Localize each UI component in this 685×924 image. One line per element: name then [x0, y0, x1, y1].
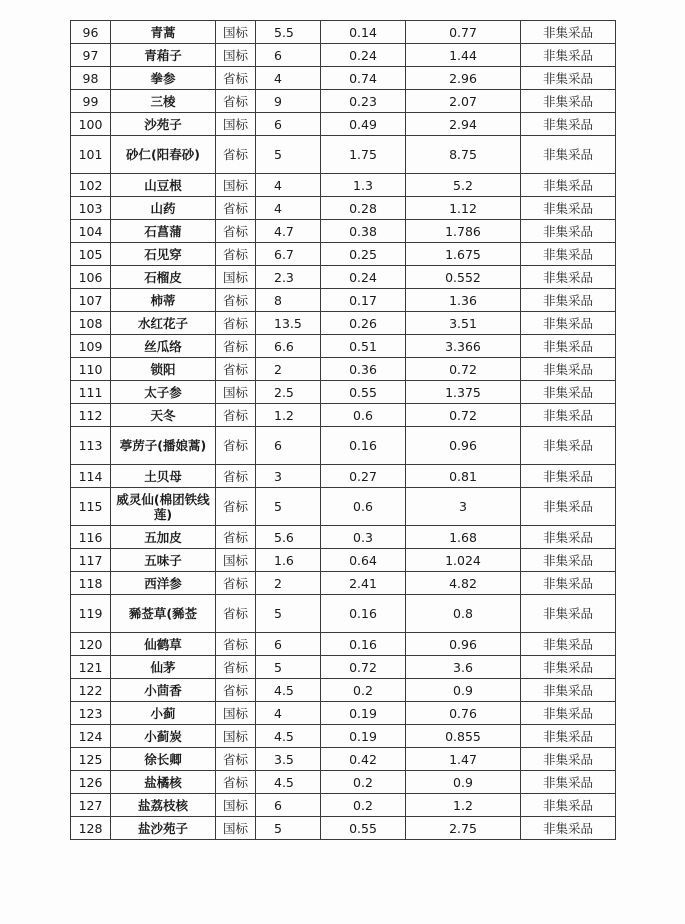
amount-cell: 0.81 — [406, 465, 521, 488]
row-number-cell: 109 — [71, 335, 111, 358]
amount-cell: 0.96 — [406, 633, 521, 656]
herb-name-cell — [111, 679, 216, 702]
unit-price-cell: 0.2 — [321, 771, 406, 794]
herb-name-text: 土贝母 — [144, 468, 182, 484]
quantity-value-cell: 2 — [256, 358, 321, 381]
row-number-cell: 104 — [71, 220, 111, 243]
herb-name-text: 山豆根 — [144, 177, 182, 193]
procurement-type-cell: 非集采品 — [521, 312, 616, 335]
herb-name-cell — [111, 289, 216, 312]
herb-name-cell — [111, 335, 216, 358]
row-number-cell: 126 — [71, 771, 111, 794]
procurement-type-cell: 非集采品 — [521, 67, 616, 90]
table-row — [71, 725, 616, 748]
standard-type-cell: 国标 — [216, 817, 256, 840]
standard-type-cell: 省标 — [216, 220, 256, 243]
herb-name-text: 青蒿 — [150, 24, 176, 40]
amount-cell: 0.855 — [406, 725, 521, 748]
herb-name-cell — [111, 312, 216, 335]
amount-cell: 3.51 — [406, 312, 521, 335]
unit-price-cell: 0.55 — [321, 381, 406, 404]
standard-type-cell: 国标 — [216, 21, 256, 44]
row-number-cell: 97 — [71, 44, 111, 67]
unit-price-cell: 0.64 — [321, 549, 406, 572]
procurement-type-cell: 非集采品 — [521, 427, 616, 465]
herb-name-text: 三棱 — [150, 93, 176, 109]
unit-price-cell: 0.3 — [321, 526, 406, 549]
standard-type-cell: 国标 — [216, 702, 256, 725]
herb-name-text: 盐沙苑子 — [137, 820, 188, 836]
amount-cell: 3.6 — [406, 656, 521, 679]
quantity-value-cell: 1.6 — [256, 549, 321, 572]
table-row — [71, 358, 616, 381]
row-number-cell: 112 — [71, 404, 111, 427]
procurement-type-cell: 非集采品 — [521, 748, 616, 771]
unit-price-cell: 0.14 — [321, 21, 406, 44]
row-number-cell: 100 — [71, 113, 111, 136]
amount-cell: 8.75 — [406, 136, 521, 174]
herb-name-text: 石菖蒲 — [144, 223, 182, 239]
herb-name-text: 锁阳 — [150, 361, 176, 377]
herb-name-text: 五味子 — [144, 552, 182, 568]
quantity-value-cell: 4.5 — [256, 725, 321, 748]
table-row — [71, 427, 616, 465]
table-row — [71, 748, 616, 771]
row-number-cell: 113 — [71, 427, 111, 465]
herb-name-text: 太子参 — [144, 384, 182, 400]
herb-name-cell — [111, 220, 216, 243]
herb-name-cell — [111, 243, 216, 266]
row-number-cell: 105 — [71, 243, 111, 266]
amount-cell: 3.366 — [406, 335, 521, 358]
quantity-value-cell: 5 — [256, 595, 321, 633]
standard-type-cell: 省标 — [216, 404, 256, 427]
unit-price-cell: 0.74 — [321, 67, 406, 90]
herb-name-text: 小蓟炭 — [144, 728, 182, 744]
procurement-type-cell: 非集采品 — [521, 358, 616, 381]
herb-name-cell — [111, 67, 216, 90]
procurement-type-cell: 非集采品 — [521, 817, 616, 840]
quantity-value-cell: 4 — [256, 174, 321, 197]
standard-type-cell: 省标 — [216, 679, 256, 702]
quantity-value-cell: 3.5 — [256, 748, 321, 771]
quantity-value-cell: 6 — [256, 427, 321, 465]
quantity-value-cell: 4 — [256, 67, 321, 90]
row-number-cell: 99 — [71, 90, 111, 113]
quantity-value-cell: 1.2 — [256, 404, 321, 427]
table-row — [71, 113, 616, 136]
herb-name-cell — [111, 21, 216, 44]
amount-cell: 1.47 — [406, 748, 521, 771]
row-number-cell: 128 — [71, 817, 111, 840]
quantity-value-cell: 5 — [256, 817, 321, 840]
standard-type-cell: 省标 — [216, 771, 256, 794]
row-number-cell: 108 — [71, 312, 111, 335]
table-row — [71, 174, 616, 197]
standard-type-cell: 省标 — [216, 67, 256, 90]
row-number-cell: 106 — [71, 266, 111, 289]
amount-cell: 1.44 — [406, 44, 521, 67]
procurement-type-cell: 非集采品 — [521, 90, 616, 113]
unit-price-cell: 0.26 — [321, 312, 406, 335]
herb-name-text: 西洋参 — [144, 575, 182, 591]
row-number-cell: 111 — [71, 381, 111, 404]
standard-type-cell: 省标 — [216, 358, 256, 381]
table-row — [71, 526, 616, 549]
unit-price-cell: 0.2 — [321, 679, 406, 702]
unit-price-cell: 0.55 — [321, 817, 406, 840]
herb-name-text: 青葙子 — [144, 47, 182, 63]
standard-type-cell: 国标 — [216, 381, 256, 404]
procurement-type-cell: 非集采品 — [521, 220, 616, 243]
herb-name-text: 山药 — [150, 200, 176, 216]
herb-name-text: 石榴皮 — [144, 269, 182, 285]
table-row — [71, 794, 616, 817]
herb-name-text: 五加皮 — [144, 529, 182, 545]
herb-name-text: 沙苑子 — [144, 116, 182, 132]
quantity-value-cell: 4 — [256, 702, 321, 725]
herb-price-table — [70, 20, 616, 840]
herb-name-cell — [111, 381, 216, 404]
row-number-cell: 122 — [71, 679, 111, 702]
amount-cell: 2.94 — [406, 113, 521, 136]
herb-name-text: 砂仁(阳春砂) — [126, 147, 200, 162]
standard-type-cell: 省标 — [216, 748, 256, 771]
row-number-cell: 125 — [71, 748, 111, 771]
unit-price-cell: 0.6 — [321, 488, 406, 526]
unit-price-cell: 0.24 — [321, 266, 406, 289]
table-row — [71, 197, 616, 220]
unit-price-cell: 0.27 — [321, 465, 406, 488]
quantity-value-cell: 6 — [256, 794, 321, 817]
unit-price-cell: 0.16 — [321, 633, 406, 656]
quantity-value-cell: 4.5 — [256, 679, 321, 702]
standard-type-cell: 省标 — [216, 312, 256, 335]
standard-type-cell: 国标 — [216, 44, 256, 67]
procurement-type-cell: 非集采品 — [521, 725, 616, 748]
row-number-cell: 114 — [71, 465, 111, 488]
unit-price-cell: 0.6 — [321, 404, 406, 427]
herb-name-cell — [111, 702, 216, 725]
unit-price-cell: 0.24 — [321, 44, 406, 67]
table-row — [71, 220, 616, 243]
herb-name-cell — [111, 526, 216, 549]
table-row — [71, 381, 616, 404]
herb-name-cell — [111, 197, 216, 220]
table-row — [71, 136, 616, 174]
quantity-value-cell: 5 — [256, 656, 321, 679]
amount-cell: 2.75 — [406, 817, 521, 840]
quantity-value-cell: 5.6 — [256, 526, 321, 549]
table-row — [71, 335, 616, 358]
amount-cell: 1.024 — [406, 549, 521, 572]
table-row — [71, 679, 616, 702]
herb-name-cell — [111, 136, 216, 174]
amount-cell: 0.8 — [406, 595, 521, 633]
quantity-value-cell: 6.7 — [256, 243, 321, 266]
amount-cell: 3 — [406, 488, 521, 526]
quantity-value-cell: 6 — [256, 113, 321, 136]
procurement-type-cell: 非集采品 — [521, 113, 616, 136]
standard-type-cell: 省标 — [216, 136, 256, 174]
standard-type-cell: 国标 — [216, 113, 256, 136]
row-number-cell: 127 — [71, 794, 111, 817]
herb-name-text: 徐长卿 — [144, 751, 182, 767]
unit-price-cell: 0.49 — [321, 113, 406, 136]
unit-price-cell: 1.75 — [321, 136, 406, 174]
quantity-value-cell: 3 — [256, 465, 321, 488]
table-row — [71, 572, 616, 595]
table-row — [71, 702, 616, 725]
herb-name-text: 豨莶草(豨莶 — [128, 606, 198, 621]
herb-name-text: 盐荔枝核 — [137, 797, 188, 813]
quantity-value-cell: 2.3 — [256, 266, 321, 289]
procurement-type-cell: 非集采品 — [521, 679, 616, 702]
table-row — [71, 549, 616, 572]
row-number-cell: 119 — [71, 595, 111, 633]
herb-name-cell — [111, 549, 216, 572]
standard-type-cell: 省标 — [216, 526, 256, 549]
row-number-cell: 116 — [71, 526, 111, 549]
row-number-cell: 98 — [71, 67, 111, 90]
standard-type-cell: 国标 — [216, 549, 256, 572]
herb-name-cell — [111, 90, 216, 113]
herb-name-text: 天冬 — [150, 407, 176, 423]
amount-cell: 1.68 — [406, 526, 521, 549]
table-body — [71, 21, 616, 840]
unit-price-cell: 0.19 — [321, 702, 406, 725]
table-row — [71, 21, 616, 44]
row-number-cell: 118 — [71, 572, 111, 595]
table-row — [71, 633, 616, 656]
standard-type-cell: 省标 — [216, 90, 256, 113]
herb-name-text: 石见穿 — [144, 246, 182, 262]
amount-cell: 0.9 — [406, 771, 521, 794]
row-number-cell: 107 — [71, 289, 111, 312]
row-number-cell: 102 — [71, 174, 111, 197]
procurement-type-cell: 非集采品 — [521, 335, 616, 358]
unit-price-cell: 1.3 — [321, 174, 406, 197]
unit-price-cell: 0.72 — [321, 656, 406, 679]
row-number-cell: 101 — [71, 136, 111, 174]
procurement-type-cell: 非集采品 — [521, 794, 616, 817]
quantity-value-cell: 5 — [256, 136, 321, 174]
standard-type-cell: 省标 — [216, 488, 256, 526]
quantity-value-cell: 9 — [256, 90, 321, 113]
table-row — [71, 243, 616, 266]
quantity-value-cell: 2 — [256, 572, 321, 595]
amount-cell: 5.2 — [406, 174, 521, 197]
standard-type-cell: 省标 — [216, 243, 256, 266]
amount-cell: 0.96 — [406, 427, 521, 465]
table-row — [71, 67, 616, 90]
amount-cell: 1.12 — [406, 197, 521, 220]
unit-price-cell: 0.38 — [321, 220, 406, 243]
procurement-type-cell: 非集采品 — [521, 656, 616, 679]
amount-cell: 1.786 — [406, 220, 521, 243]
quantity-value-cell: 13.5 — [256, 312, 321, 335]
row-number-cell: 121 — [71, 656, 111, 679]
procurement-type-cell: 非集采品 — [521, 266, 616, 289]
herb-name-cell — [111, 113, 216, 136]
herb-name-text: 小茴香 — [144, 682, 182, 698]
herb-name-text: 水红花子 — [137, 315, 188, 331]
procurement-type-cell: 非集采品 — [521, 243, 616, 266]
standard-type-cell: 国标 — [216, 174, 256, 197]
herb-name-cell — [111, 794, 216, 817]
table-row — [71, 817, 616, 840]
standard-type-cell: 省标 — [216, 335, 256, 358]
procurement-type-cell: 非集采品 — [521, 136, 616, 174]
amount-cell: 0.76 — [406, 702, 521, 725]
unit-price-cell: 0.51 — [321, 335, 406, 358]
procurement-type-cell: 非集采品 — [521, 381, 616, 404]
unit-price-cell: 0.36 — [321, 358, 406, 381]
herb-name-cell — [111, 771, 216, 794]
amount-cell: 1.375 — [406, 381, 521, 404]
amount-cell: 1.2 — [406, 794, 521, 817]
amount-cell: 1.675 — [406, 243, 521, 266]
quantity-value-cell: 6 — [256, 633, 321, 656]
procurement-type-cell: 非集采品 — [521, 488, 616, 526]
standard-type-cell: 省标 — [216, 289, 256, 312]
table-row — [71, 312, 616, 335]
procurement-type-cell: 非集采品 — [521, 465, 616, 488]
standard-type-cell: 省标 — [216, 572, 256, 595]
procurement-type-cell: 非集采品 — [521, 771, 616, 794]
amount-cell: 0.72 — [406, 358, 521, 381]
unit-price-cell: 2.41 — [321, 572, 406, 595]
herb-name-cell — [111, 748, 216, 771]
herb-name-cell — [111, 488, 216, 526]
unit-price-cell: 0.16 — [321, 427, 406, 465]
amount-cell: 2.07 — [406, 90, 521, 113]
amount-cell: 0.552 — [406, 266, 521, 289]
amount-cell: 0.77 — [406, 21, 521, 44]
standard-type-cell: 省标 — [216, 656, 256, 679]
row-number-cell: 96 — [71, 21, 111, 44]
table-row — [71, 404, 616, 427]
herb-name-text: 丝瓜络 — [144, 338, 182, 354]
procurement-type-cell: 非集采品 — [521, 633, 616, 656]
procurement-type-cell: 非集采品 — [521, 572, 616, 595]
procurement-type-cell: 非集采品 — [521, 702, 616, 725]
herb-name-cell — [111, 725, 216, 748]
herb-name-cell — [111, 427, 216, 465]
herb-name-cell — [111, 656, 216, 679]
unit-price-cell: 0.19 — [321, 725, 406, 748]
row-number-cell: 115 — [71, 488, 111, 526]
herb-name-text: 威灵仙(棉团铁线莲) — [116, 491, 210, 522]
amount-cell: 1.36 — [406, 289, 521, 312]
unit-price-cell: 0.28 — [321, 197, 406, 220]
unit-price-cell: 0.17 — [321, 289, 406, 312]
table-row — [71, 595, 616, 633]
table-row — [71, 44, 616, 67]
row-number-cell: 120 — [71, 633, 111, 656]
procurement-type-cell: 非集采品 — [521, 197, 616, 220]
herb-name-cell — [111, 817, 216, 840]
herb-name-text: 葶苈子(播娘蒿) — [119, 438, 207, 453]
standard-type-cell: 省标 — [216, 427, 256, 465]
herb-name-cell — [111, 174, 216, 197]
herb-name-cell — [111, 633, 216, 656]
quantity-value-cell: 4.7 — [256, 220, 321, 243]
row-number-cell: 110 — [71, 358, 111, 381]
standard-type-cell: 国标 — [216, 794, 256, 817]
standard-type-cell: 省标 — [216, 197, 256, 220]
standard-type-cell: 国标 — [216, 266, 256, 289]
quantity-value-cell: 2.5 — [256, 381, 321, 404]
amount-cell: 0.9 — [406, 679, 521, 702]
quantity-value-cell: 5 — [256, 488, 321, 526]
table-row — [71, 465, 616, 488]
row-number-cell: 123 — [71, 702, 111, 725]
herb-name-text: 仙鹤草 — [144, 636, 182, 652]
table-row — [71, 771, 616, 794]
herb-name-text: 仙茅 — [150, 659, 176, 675]
quantity-value-cell: 4.5 — [256, 771, 321, 794]
table-row — [71, 289, 616, 312]
unit-price-cell: 0.23 — [321, 90, 406, 113]
procurement-type-cell: 非集采品 — [521, 549, 616, 572]
standard-type-cell: 省标 — [216, 595, 256, 633]
amount-cell: 2.96 — [406, 67, 521, 90]
procurement-type-cell: 非集采品 — [521, 44, 616, 67]
herb-name-cell — [111, 266, 216, 289]
herb-name-text: 柿蒂 — [150, 292, 176, 308]
herb-name-cell — [111, 595, 216, 633]
table-row — [71, 488, 616, 526]
table-row — [71, 90, 616, 113]
procurement-type-cell: 非集采品 — [521, 404, 616, 427]
unit-price-cell: 0.16 — [321, 595, 406, 633]
procurement-type-cell: 非集采品 — [521, 21, 616, 44]
amount-cell: 0.72 — [406, 404, 521, 427]
row-number-cell: 124 — [71, 725, 111, 748]
amount-cell: 4.82 — [406, 572, 521, 595]
table-row — [71, 266, 616, 289]
herb-name-cell — [111, 404, 216, 427]
row-number-cell: 117 — [71, 549, 111, 572]
standard-type-cell: 国标 — [216, 725, 256, 748]
quantity-value-cell: 6 — [256, 44, 321, 67]
quantity-value-cell: 8 — [256, 289, 321, 312]
standard-type-cell: 省标 — [216, 465, 256, 488]
quantity-value-cell: 6.6 — [256, 335, 321, 358]
quantity-value-cell: 4 — [256, 197, 321, 220]
herb-name-cell — [111, 572, 216, 595]
unit-price-cell: 0.2 — [321, 794, 406, 817]
procurement-type-cell: 非集采品 — [521, 289, 616, 312]
herb-name-cell — [111, 358, 216, 381]
row-number-cell: 103 — [71, 197, 111, 220]
unit-price-cell: 0.42 — [321, 748, 406, 771]
procurement-type-cell: 非集采品 — [521, 174, 616, 197]
herb-name-cell — [111, 44, 216, 67]
table-row — [71, 656, 616, 679]
procurement-type-cell: 非集采品 — [521, 526, 616, 549]
herb-name-text: 盐橘核 — [144, 774, 182, 790]
herb-name-text: 小蓟 — [150, 705, 176, 721]
quantity-value-cell: 5.5 — [256, 21, 321, 44]
herb-name-text: 拳参 — [150, 70, 176, 86]
herb-name-cell — [111, 465, 216, 488]
procurement-type-cell: 非集采品 — [521, 595, 616, 633]
standard-type-cell: 省标 — [216, 633, 256, 656]
unit-price-cell: 0.25 — [321, 243, 406, 266]
